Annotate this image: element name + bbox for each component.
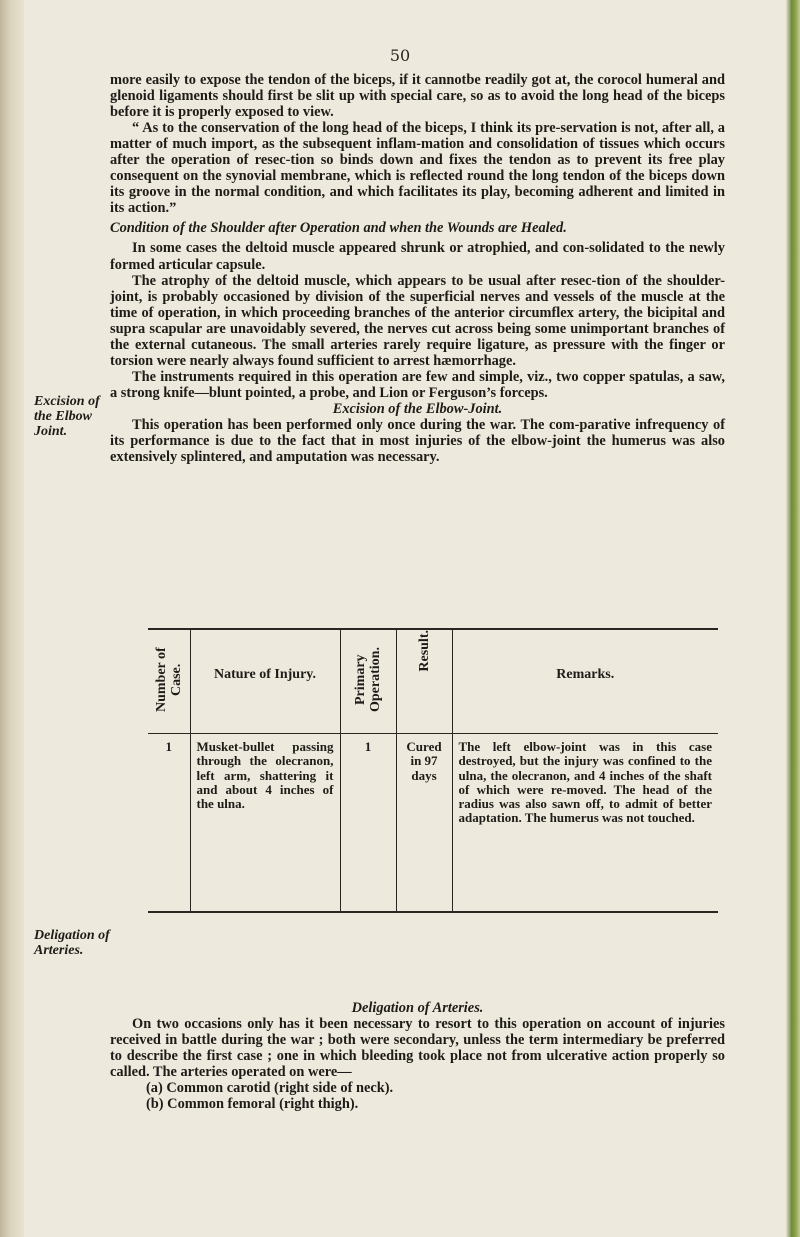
cell-result: Cured in 97 days [396,734,452,912]
header-number: Number of Case. [148,629,190,734]
table-header-row [148,629,718,734]
paragraph-quote: “ As to the conservation of the long head of the biceps, I think its pre-servation is not, after all, a matter of much import, as the subsequent inflam-mation and consolidation of tissues which occurs after the operation of resec-tion so binds down and fixes the tendon as to prevent its free play consequent on the synovial membrane, which is reflected round the long tendon of the biceps down its groove in the normal condition, and which facilitates its play, becoming adherent and limited in its action.” [110,120,725,217]
paragraph-deltoid: In some cases the deltoid muscle appeared shrunk or atrophied, and con-solidated to the newly formed articular capsule. [110,240,725,273]
section-heading-shoulder: Condition of the Shoulder after Operation and when the Wounds are Healed. [110,220,567,237]
page-number: 50 [389,46,411,65]
cell-number: 1 [165,739,172,755]
list-item: (a) Common carotid (right side of neck). [146,1080,394,1097]
paragraph-elbow: This operation has been performed only once during the war. The com-parative infrequency of its performance is due to the fact that in most injuries of the elbow-joint the humerus was also extensively splintered, and amputation was necessary. [110,416,725,466]
cell-injury: Musket-bullet passing through the olecranon, left arm, shattering it and about 4 inches of the ulna. [190,734,340,912]
page-right-edge [786,0,800,1237]
cell-remarks: The left elbow-joint was in this case destroyed, but the injury was confined to the ulna, the olecranon, and 4 inches of the shaft of which were re-moved. The head of the radius was also sawn off, to admit of better adaptation. The humerus was not touched. [452,734,718,912]
margin-note-excision: Excision of the Elbow Joint. [34,394,100,439]
section-heading-elbow: Excision of the Elbow-Joint. [332,400,503,417]
main-text-upper [110,72,725,465]
page-binding-edge [0,0,24,1237]
header-injury: Nature of Injury. [190,629,340,734]
paragraph-deligation: On two occasions only has it been necessary to resort to this operation on account of injuries received in battle during the war ; both were secondary, unless the term intermediary be preferred to describe the first case ; one in which bleeding took place not from ulcerative action properly so called. The arteries operated on were— [110,1016,725,1081]
table-row [148,734,718,912]
header-result: Result. [396,629,452,734]
paragraph-instruments: The instruments required in this operation are few and simple, viz., two copper spatulas, a saw, a strong knife—blunt pointed, a probe, and Lion or Ferguson’s forceps. [110,368,725,401]
margin-note-deligation: Deligation of Arteries. [34,928,110,958]
main-text-lower [110,1000,725,1112]
list-item: (b) Common femoral (right thigh). [146,1096,359,1113]
cases-table [148,628,718,913]
section-heading-deligation: Deligation of Arteries. [351,1000,484,1016]
header-primary: Primary Operation. [340,629,396,734]
paragraph-continuation: more easily to expose the tendon of the biceps, if it cannotbe readily got at, the corocol humeral and glenoid ligaments should first be slit up with special care, so as to avoid the long head of the biceps before it is properly exposed to view. [110,72,725,121]
paragraph-atrophy: The atrophy of the deltoid muscle, which appears to be usual after resec-tion of the shoulder-joint, is probably occasioned by division of the superficial nerves and vessels of the muscle at the time of operation, in which proceeding branches of the anterior circumflex artery, the bicipital and supra scapular are unavoidably severed, the nerves cut across being some unimportant branches of the external cutaneous. The small arteries rarely require ligature, as pressure with the finger or torsion were nearly always found sufficient to arrest hæmorrhage. [110,272,725,369]
header-remarks: Remarks. [452,629,718,734]
cell-primary: 1 [340,734,396,912]
